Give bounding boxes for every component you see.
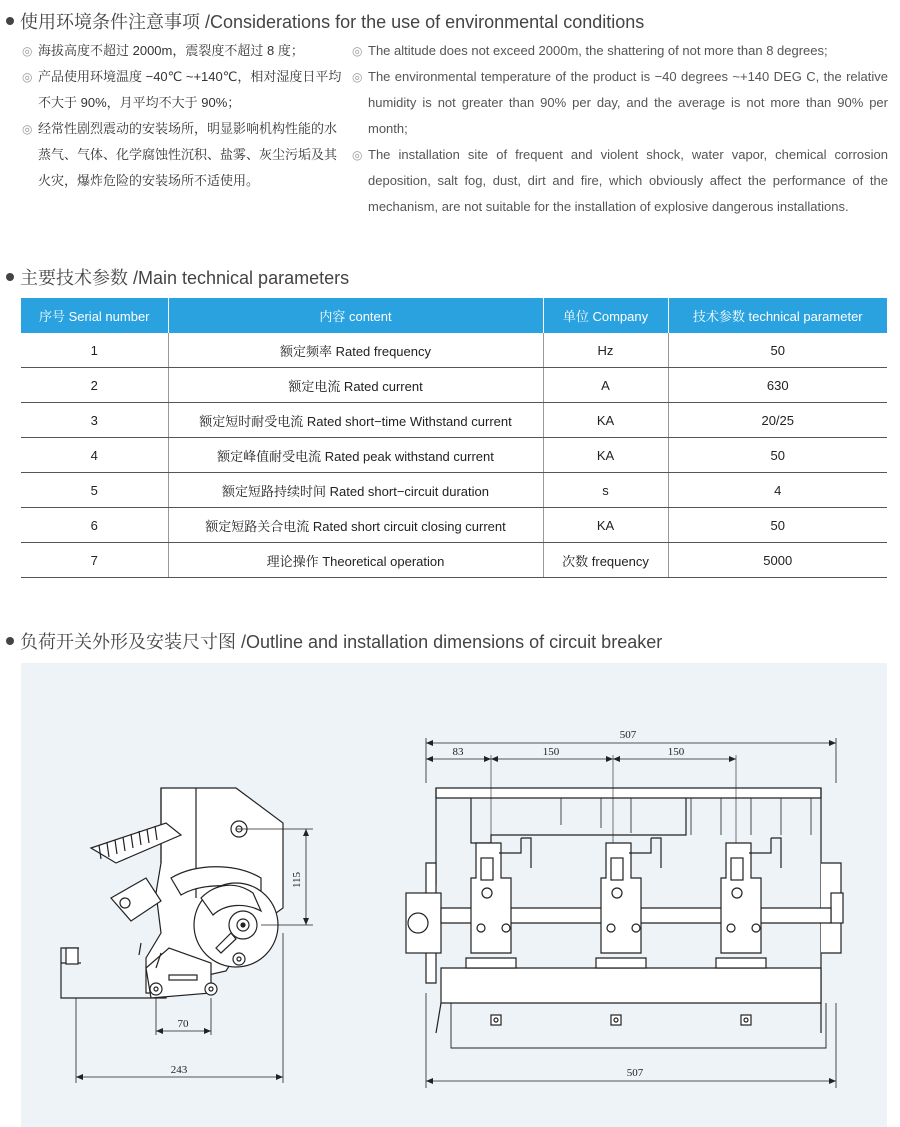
circle-marker-icon: ◎ bbox=[352, 148, 363, 162]
outline-drawing-panel bbox=[21, 663, 887, 1127]
cell-serial: 6 bbox=[21, 508, 168, 543]
dim-front-left: 83 bbox=[452, 746, 464, 758]
condition-en-item: ◎ The altitude does not exceed 2000m, the shattering of not more than 8 degrees; bbox=[352, 38, 888, 64]
bullet-dot-icon bbox=[6, 17, 14, 25]
col-header-content: 内容 content bbox=[168, 298, 543, 333]
front-view-drawing bbox=[406, 738, 843, 1088]
outline-drawing bbox=[21, 663, 887, 1127]
condition-en-item: ◎ The environmental temperature of the product is −40 degrees ~+140 DEG C, the relative humidity is not greater than 90% per day, and the average is not more than 90% per month; bbox=[352, 64, 888, 142]
cell-content: 额定短路关合电流 Rated short circuit closing current bbox=[168, 508, 543, 543]
cell-unit: A bbox=[543, 368, 668, 403]
circle-marker-icon: ◎ bbox=[22, 70, 33, 84]
section-title-conditions: 使用环境条件注意事项 /Considerations for the use of environmental conditions bbox=[6, 8, 644, 34]
table-row bbox=[21, 368, 887, 403]
table-row bbox=[21, 438, 887, 473]
cell-unit: 次数 frequency bbox=[543, 543, 668, 578]
side-view-drawing bbox=[61, 788, 313, 1083]
cell-value: 50 bbox=[668, 508, 887, 543]
cell-unit: Hz bbox=[543, 333, 668, 368]
cell-content: 额定短时耐受电流 Rated short−time Withstand current bbox=[168, 403, 543, 438]
cell-value: 50 bbox=[668, 438, 887, 473]
table-row bbox=[21, 543, 887, 578]
circle-marker-icon: ◎ bbox=[22, 44, 33, 58]
col-header-serial: 序号 Serial number bbox=[21, 298, 168, 333]
table-row bbox=[21, 403, 887, 438]
cell-value: 4 bbox=[668, 473, 887, 508]
bullet-dot-icon bbox=[6, 637, 14, 645]
dim-front-pitch-1: 150 bbox=[542, 746, 560, 758]
cell-unit: KA bbox=[543, 403, 668, 438]
conditions-english bbox=[352, 38, 888, 220]
condition-cn-item: ◎ 经常性剧烈震动的安装场所，明显影响机构性能的水蒸气、气体、化学腐蚀性沉积、盐雾、灰尘污垢及其火灾，爆炸危险的安装场所不适使用。 bbox=[22, 116, 344, 194]
circle-marker-icon: ◎ bbox=[352, 70, 363, 84]
dim-side-bottom-small: 70 bbox=[177, 1018, 189, 1030]
cell-unit: KA bbox=[543, 508, 668, 543]
dim-side-height: 115 bbox=[291, 871, 303, 889]
cell-content: 理论操作 Theoretical operation bbox=[168, 543, 543, 578]
condition-cn-item: ◎ 海拔高度不超过 2000m，震裂度不超过 8 度； bbox=[22, 38, 344, 64]
dim-front-top-total: 507 bbox=[619, 729, 637, 741]
dim-side-bottom-total: 243 bbox=[170, 1064, 188, 1076]
conditions-chinese bbox=[22, 38, 344, 194]
dim-front-pitch-2: 150 bbox=[667, 746, 685, 758]
condition-cn-item: ◎ 产品使用环境温度 −40℃ ~+140℃，相对湿度日平均不大于 90%，月平均不大于 90%； bbox=[22, 64, 344, 116]
cell-serial: 3 bbox=[21, 403, 168, 438]
cell-serial: 4 bbox=[21, 438, 168, 473]
cell-content: 额定峰值耐受电流 Rated peak withstand current bbox=[168, 438, 543, 473]
cell-value: 50 bbox=[668, 333, 887, 368]
condition-en-item: ◎ The installation site of frequent and violent shock, water vapor, chemical corrosion deposition, salt fog, dust, dirt and fire, which obviously affect the performance of the mechanism, are not suitable for the installation of explosive dangerous installations. bbox=[352, 142, 888, 220]
col-header-parameter: 技术参数 technical parameter bbox=[668, 298, 887, 333]
table-row bbox=[21, 473, 887, 508]
cell-serial: 2 bbox=[21, 368, 168, 403]
circle-marker-icon: ◎ bbox=[352, 44, 363, 58]
circle-marker-icon: ◎ bbox=[22, 122, 33, 136]
cell-value: 5000 bbox=[668, 543, 887, 578]
bullet-dot-icon bbox=[6, 273, 14, 281]
cell-serial: 1 bbox=[21, 333, 168, 368]
dim-front-bottom-total: 507 bbox=[626, 1067, 644, 1079]
cell-unit: s bbox=[543, 473, 668, 508]
cell-content: 额定频率 Rated frequency bbox=[168, 333, 543, 368]
section-title-outline: 负荷开关外形及安装尺寸图 /Outline and installation dimensions of circuit breaker bbox=[6, 628, 662, 654]
table-header-row bbox=[21, 298, 887, 333]
pole-1 bbox=[466, 838, 531, 968]
parameters-table bbox=[21, 298, 887, 578]
table-row bbox=[21, 508, 887, 543]
cell-serial: 5 bbox=[21, 473, 168, 508]
cell-content: 额定电流 Rated current bbox=[168, 368, 543, 403]
pole-3 bbox=[716, 838, 781, 968]
section-title-parameters: 主要技术参数 /Main technical parameters bbox=[6, 264, 349, 290]
cell-content: 额定短路持续时间 Rated short−circuit duration bbox=[168, 473, 543, 508]
cell-unit: KA bbox=[543, 438, 668, 473]
cell-value: 20/25 bbox=[668, 403, 887, 438]
col-header-unit: 单位 Company bbox=[543, 298, 668, 333]
pole-2 bbox=[596, 838, 661, 968]
table-row bbox=[21, 333, 887, 368]
cell-serial: 7 bbox=[21, 543, 168, 578]
cell-value: 630 bbox=[668, 368, 887, 403]
